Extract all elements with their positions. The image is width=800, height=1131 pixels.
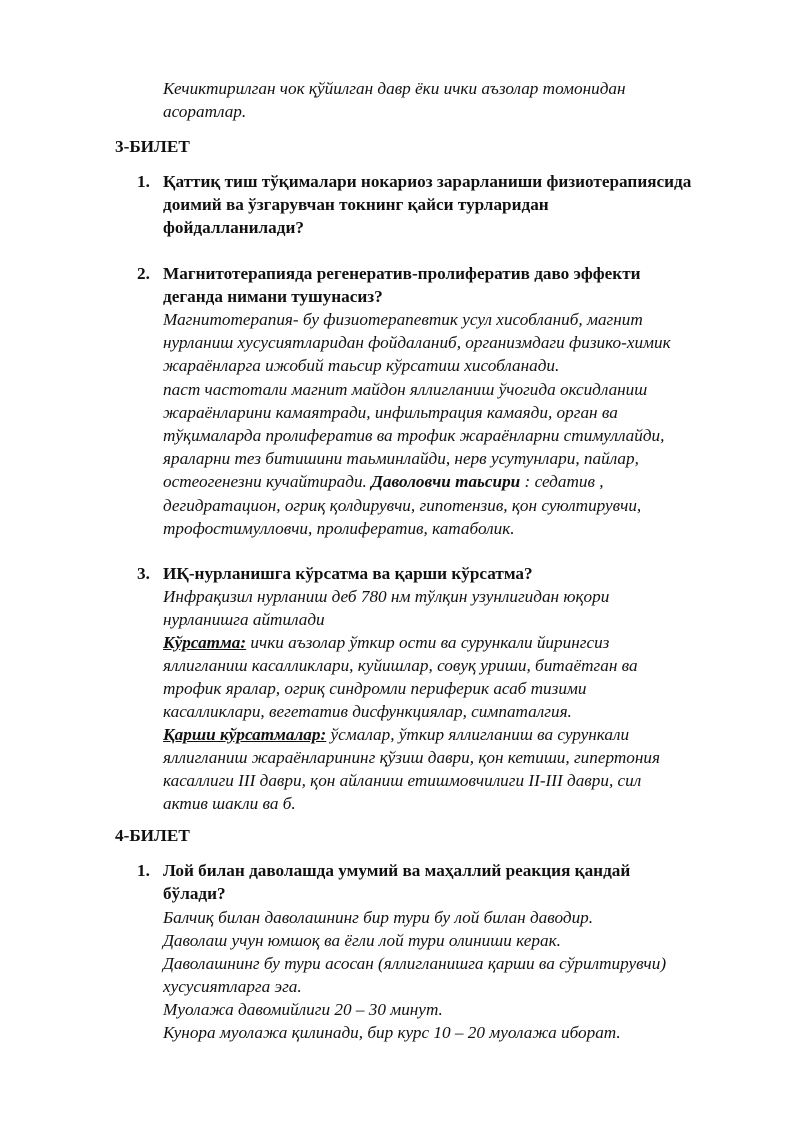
answer-line: трофостимулловчи, пролифератив, катаболик. xyxy=(163,519,515,538)
answer-line: Магнитотерапия- бу физиотерапевтик усул хисобланиб, магнит xyxy=(163,310,643,329)
indications-line xyxy=(163,631,609,654)
question-text: бўлади? xyxy=(163,884,226,903)
question-text: фойдалланилади? xyxy=(163,218,304,237)
question-text: Лой билан даволашда умумий ва маҳаллий реакция қандай xyxy=(163,861,631,880)
answer-line: Даволаш учун юмшоқ ва ёгли лой тури олиниши керак. xyxy=(163,931,561,950)
answer-line: Муолажа давомийлиги 20 – 30 минут. xyxy=(163,1000,443,1019)
contraindications-line xyxy=(163,723,629,746)
answer-line: нурланиш хусусиятларидан фойдаланиб, организмдаги физико-химик xyxy=(163,333,671,352)
question-number: 2. xyxy=(137,264,150,283)
answer-line: нурланишга айтилади xyxy=(163,610,325,629)
question-number: 3. xyxy=(137,564,150,583)
ticket-4-heading: 4-БИЛЕТ xyxy=(115,826,190,845)
answer-line: Даволашнинг бу тури асосан (яллигланишга қарши ва сўрилтирувчи) xyxy=(163,954,667,973)
question-number: 1. xyxy=(137,172,150,191)
answer-line: яраларни тез битишини таьминлайди, нерв усутунлари, пайлар, xyxy=(163,449,639,468)
answer-line: хусусиятларга эга. xyxy=(163,977,302,996)
answer-line: Инфрақизил нурланиш деб 780 нм тўлқин узунлигидан юқори xyxy=(163,587,610,606)
contraindications-label: Қарши кўрсатмалар: xyxy=(163,725,327,744)
answer-text: остеогенезни кучайтиради. xyxy=(163,472,372,491)
answer-line: тўқималарда пролифератив ва трофик жараёнларни стимуллайди, xyxy=(163,426,665,445)
answer-line: касаллиги III даври, қон айланиш етишмовчилиги II-III даври, сил xyxy=(163,771,642,790)
answer-line: трофик яралар, огриқ синдромли периферик асаб тизими xyxy=(163,679,587,698)
answer-line: касалликлари, вегетатив дисфункциялар, симпаталгия. xyxy=(163,702,572,721)
answer-line: Балчиқ билан даволашнинг бир тури бу лой билан даводир. xyxy=(163,908,594,927)
answer-line: Кунора муолажа қилинади, бир курс 10 – 20 муолажа иборат. xyxy=(163,1023,621,1042)
intro-line: Кечиктирилган чок қўйилган давр ёки ички аъзолар томонидан xyxy=(163,79,626,98)
answer-text: ўсмалар, ўткир яллигланиш ва сурункали xyxy=(326,725,630,744)
question-text: деганда нимани тушунасиз? xyxy=(163,287,383,306)
indications-label: Кўрсатма: xyxy=(163,633,247,652)
question-text: Магнитотерапияда регенератив-пролифератив даво эффекти xyxy=(163,264,641,283)
answer-text: ички аъзолар ўткир ости ва сурункали йирингсиз xyxy=(246,633,610,652)
question-text: ИҚ-нурланишга кўрсатма ва қарши кўрсатма? xyxy=(163,564,533,583)
answer-line: жараёнларини камаятради, инфильтрация камаяди, орган ва xyxy=(163,403,618,422)
intro-line: асоратлар. xyxy=(163,102,247,121)
answer-line: паст частотали магнит майдон яллигланиш ўчогида оксидланиш xyxy=(163,380,648,399)
question-number: 1. xyxy=(137,861,150,880)
question-text: доимий ва ўзгарувчан токнинг қайси турларидан xyxy=(163,195,549,214)
answer-text: : седатив , xyxy=(520,472,604,491)
answer-line: жараёнларга ижобий таьсир кўрсатиш хисобланади. xyxy=(163,356,560,375)
answer-line: яллигланиш касалликлари, куйишлар, совуқ уриши, битаётган ва xyxy=(163,656,638,675)
answer-line: яллигланиш жараёнларининг қўзиш даври, қон кетиши, гипертония xyxy=(163,748,660,767)
answer-line: актив шакли ва б. xyxy=(163,794,296,813)
effect-label: Даволовчи таьсири xyxy=(371,472,521,491)
answer-line: дегидратацион, огриқ қолдирувчи, гипотензив, қон суюлтирувчи, xyxy=(163,496,642,515)
ticket-3-heading: 3-БИЛЕТ xyxy=(115,137,190,156)
question-text: Қаттиқ тиш тўқималари нокариоз зарарланиши физиотерапиясида xyxy=(163,172,692,191)
answer-line xyxy=(163,470,604,493)
